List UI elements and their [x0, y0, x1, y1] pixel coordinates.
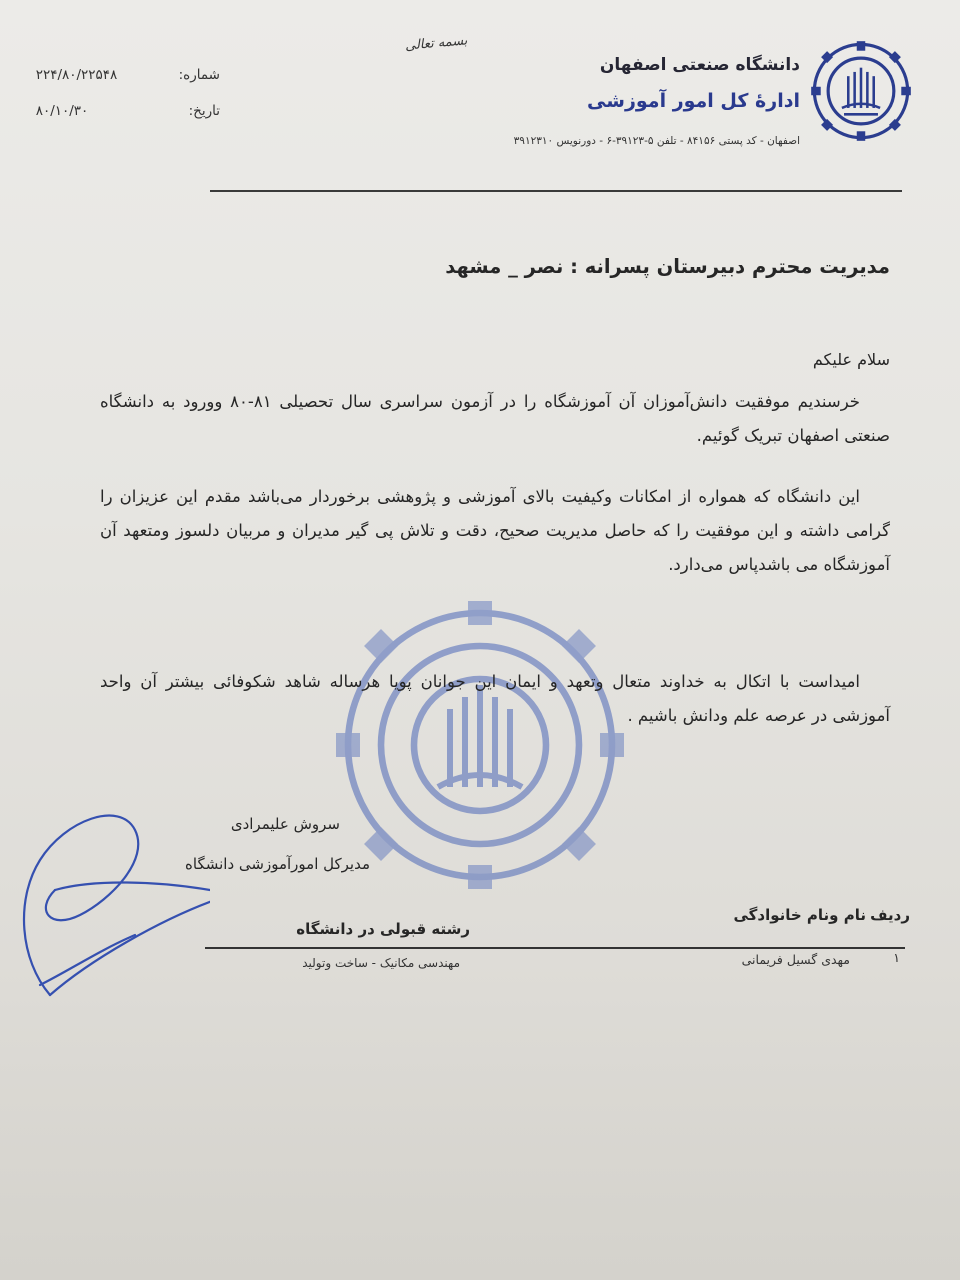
- table-header: [660, 906, 910, 924]
- university-name: دانشگاه صنعتی اصفهان: [599, 55, 800, 75]
- office-name: ادارهٔ کل امور آموزشی: [587, 90, 800, 112]
- letter-date-value: ۸۰/۱۰/۳۰: [35, 103, 89, 119]
- letter-number-value: ۲۲۴/۸۰/۲۲۵۴۸: [35, 67, 118, 83]
- body-paragraph: [100, 665, 890, 733]
- signer-title: مدیرکل امورآموزشی دانشگاه: [185, 855, 370, 873]
- body-paragraph: [100, 385, 890, 453]
- letter-date: [30, 103, 220, 119]
- letter-date-label: تاریخ:: [188, 103, 220, 119]
- table-cell-major: مهندسی مکانیک - ساخت وتولید: [302, 956, 460, 970]
- official-stamp-icon: [330, 590, 630, 900]
- table-cell-row-number: ۱: [893, 950, 900, 965]
- body-paragraph: [100, 480, 890, 582]
- signer-name: سروش علیمرادی: [230, 815, 340, 833]
- table-divider: [205, 947, 905, 949]
- table-cell-student-name: مهدی گسیل فریمانی: [741, 952, 850, 967]
- header-divider: [210, 190, 902, 192]
- paragraph-university: این دانشگاه که همواره از امکانات وکیفیت بالای آموزشی و پژوهشی برخوردار می‌باشد مقدم این عزیزان را گرامی داشته و این موفقیت را که حاصل مدیریت صحیح، دقت و تلاش پی گیر مدیران و مربیان دلسوز ومتعهد آن آموزشگاه می باشدپاس می‌دارد.: [100, 487, 890, 574]
- basmala: بسمه تعالی: [404, 33, 469, 54]
- university-logo-icon: [808, 38, 914, 144]
- address-line: اصفهان - کد پستی ۸۴۱۵۶ - تلفن ۵-۳۹۱۲۳-۶ - دورنویس ۳۹۱۲۳۱۰: [513, 135, 800, 147]
- letter-number-label: شماره:: [178, 67, 220, 83]
- column-header-name: نام ونام خانوادگی: [733, 906, 866, 924]
- paragraph-hope: امیداست با اتکال به خداوند متعال وتعهد و ایمان این جوانان پویا هرساله شاهد شکوفائی بیشتر آن واحد آموزشی در عرصه علم ودانش باشیم .: [100, 672, 890, 725]
- column-header-major: رشته قبولی در دانشگاه: [296, 920, 470, 938]
- paragraph-congratulations: خرسندیم موفقیت دانش‌آموزان آن آموزشگاه را در آزمون سراسری سال تحصیلی ۸۱-۸۰ وورود به دانشگاه صنعتی اصفهان تبریک گوئیم.: [100, 392, 890, 445]
- recipient-line: مدیریت محترم دبیرستان پسرانه : نصر _ مشهد: [445, 255, 890, 278]
- letter-number: [30, 67, 220, 83]
- column-header-row: ردیف: [870, 906, 910, 924]
- greeting: سلام علیکم: [812, 350, 890, 369]
